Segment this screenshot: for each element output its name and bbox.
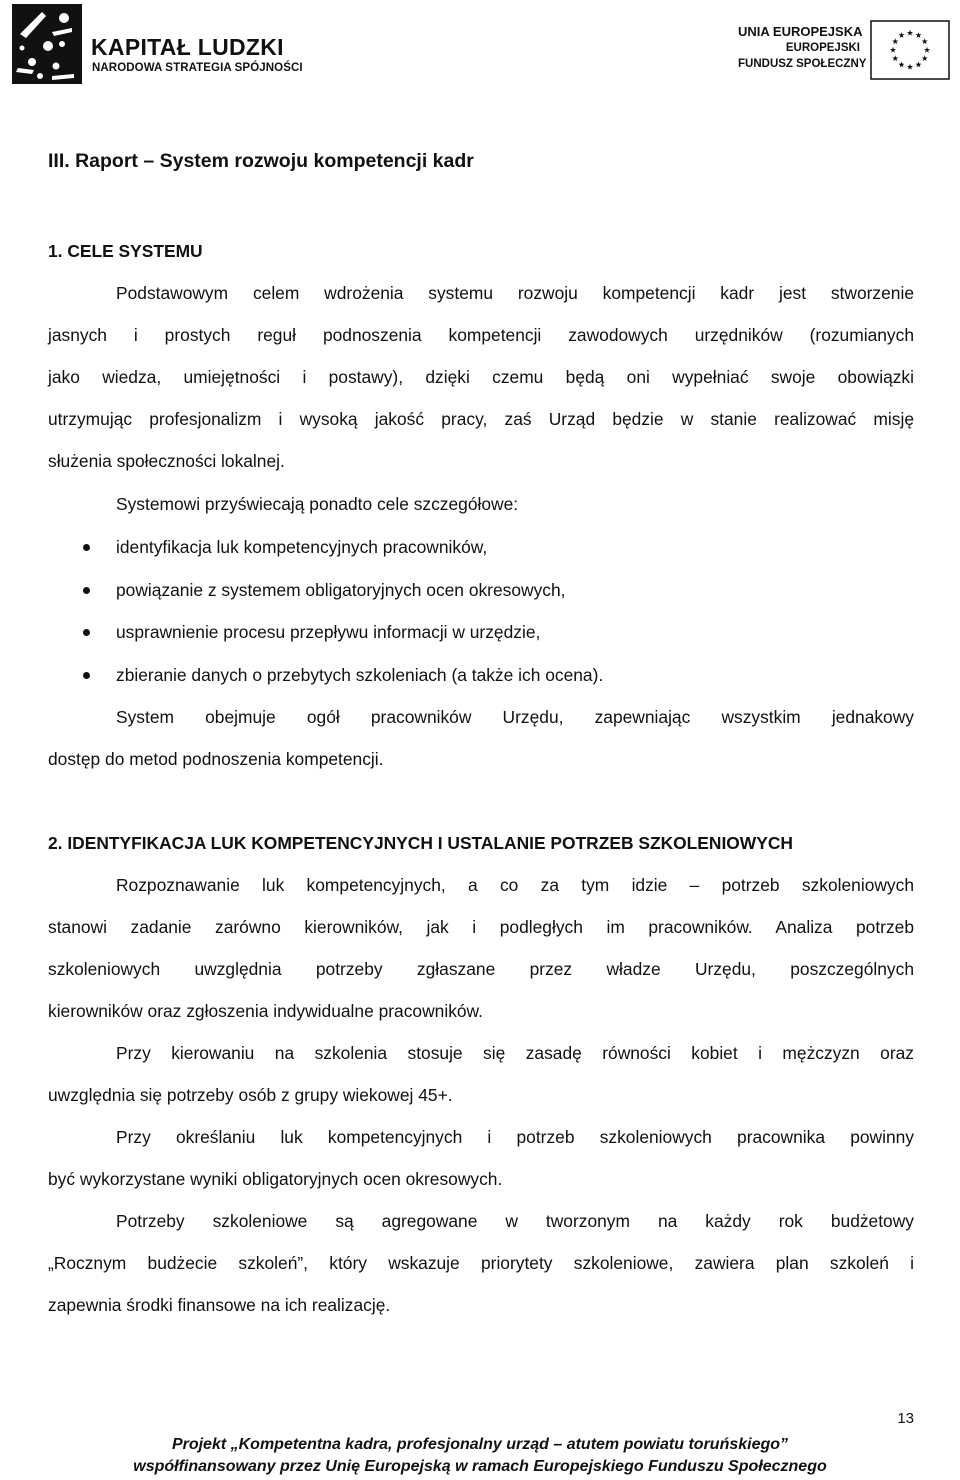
kapital-ludzki-subtitle: NARODOWA STRATEGIA SPÓJNOŚCI [92, 62, 303, 74]
section1-para2-line1: System obejmuje ogół pracowników Urzędu, zapewniając wszystkim jednakowy [116, 707, 914, 727]
page-number: 13 [897, 1410, 914, 1427]
section2-para2-line2: uwzględnia się potrzeby osób z grupy wiekowej 45+. [48, 1085, 453, 1105]
section2-para4-line3: zapewnia środki finansowe na ich realizację. [48, 1295, 391, 1315]
eu-logo [738, 18, 950, 88]
section2-para3-line1: Przy określaniu luk kompetencyjnych i potrzeb szkoleniowych pracownika powinny [116, 1127, 914, 1147]
list-item: zbieranie danych o przebytych szkoleniach (a także ich ocena). [116, 665, 604, 685]
section1-para2-line2: dostęp do metod podnoszenia kompetencji. [48, 749, 384, 769]
section1-para1-line5: służenia społeczności lokalnej. [48, 451, 285, 471]
kapital-ludzki-emblem-icon [12, 4, 82, 84]
section2-para3-line2: być wykorzystane wyniki obligatoryjnych ocen okresowych. [48, 1169, 503, 1189]
section2-para2-line1: Przy kierowaniu na szkolenia stosuje się zasadę równości kobiet i mężczyzn oraz [116, 1043, 914, 1063]
section2-para1-line2: stanowi zadanie zarówno kierowników, jak i podległych im pracowników. Analiza potrzeb [48, 917, 914, 937]
footer-line1: Projekt „Kompetentna kadra, profesjonalny urząd – atutem powiatu toruńskiego” [171, 1436, 789, 1453]
section2-para1-line3: szkoleniowych uwzględnia potrzeby zgłaszane przez władze Urzędu, poszczególnych [48, 959, 914, 979]
section1-intro: Systemowi przyświecają ponadto cele szczegółowe: [116, 494, 519, 514]
section2-heading: 2. IDENTYFIKACJA LUK KOMPETENCYJNYCH I USTALANIE POTRZEB SZKOLENIOWYCH [48, 833, 793, 853]
eu-flag-icon [870, 20, 950, 80]
section1-para1-line2: jasnych i prostych reguł podnoszenia kompetencji zawodowych urzędników (rozumianych [48, 325, 914, 345]
eu-logo-line2: EUROPEJSKI [785, 42, 860, 54]
eu-logo-line3: FUNDUSZ SPOŁECZNY [738, 58, 867, 70]
section1-para1-line3: jako wiedza, umiejętności i postawy), dzięki czemu będą oni wypełniać swoje obowiązki [48, 367, 914, 387]
footer-line2: współfinansowany przez Unię Europejską w ramach Europejskiego Funduszu Społecznego [133, 1458, 827, 1475]
section2-para4-line1: Potrzeby szkoleniowe są agregowane w tworzonym na każdy rok budżetowy [116, 1211, 914, 1231]
section1-para1-line4: utrzymując profesjonalizm i wysoką jakość pracy, zaś Urząd będzie w stanie realizować misję [48, 409, 914, 429]
eu-logo-text [738, 24, 867, 72]
eu-logo-line1: UNIA EUROPEJSKA [738, 24, 863, 39]
kapital-ludzki-title: KAPITAŁ LUDZKI [91, 34, 284, 60]
section1-heading: 1. CELE SYSTEMU [48, 241, 203, 261]
kapital-ludzki-logo [12, 4, 312, 84]
list-item: usprawnienie procesu przepływu informacji w urzędzie, [116, 622, 541, 642]
section2-para1-line4: kierowników oraz zgłoszenia indywidualne pracowników. [48, 1001, 483, 1021]
section2-para4-line2: „Rocznym budżecie szkoleń”, który wskazuje priorytety szkoleniowe, zawiera plan szkoleń i [48, 1253, 914, 1273]
page-title: III. Raport – System rozwoju kompetencji kadr [48, 150, 474, 172]
list-item: powiązanie z systemem obligatoryjnych ocen okresowych, [116, 580, 566, 600]
section1-para1-line1: Podstawowym celem wdrożenia systemu rozwoju kompetencji kadr jest stworzenie [116, 283, 914, 303]
section2-para1-line1: Rozpoznawanie luk kompetencyjnych, a co za tym idzie – potrzeb szkoleniowych [116, 875, 914, 895]
list-item: identyfikacja luk kompetencyjnych pracowników, [116, 537, 488, 557]
